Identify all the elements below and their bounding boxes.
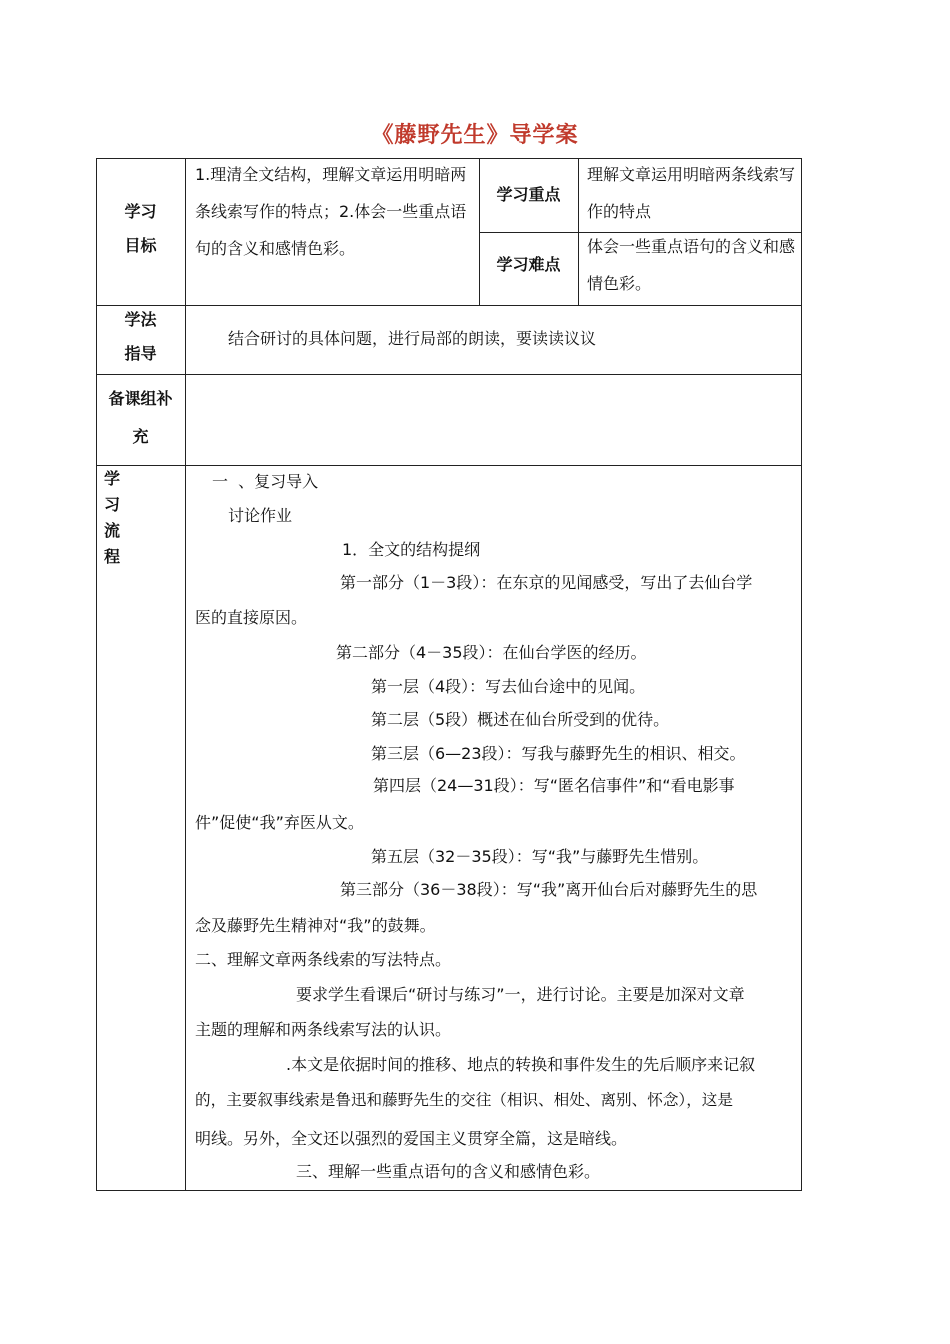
process-line: 一 、复习导入 [212,472,319,491]
process-line: 主题的理解和两条线索写法的认识。 [195,1020,452,1039]
column-divider [578,158,579,305]
difficult-point-text: 体会一些重点语句的含义和感情色彩。 [587,237,796,293]
document-title: 《藤野先生》导学案 [371,123,579,148]
process-line: 第二部分（4－35段）：在仙台学医的经历。 [336,643,647,662]
process-line: 第三层（6—23段）：写我与藤野先生的相识、相交。 [371,744,746,763]
process-line: 医的直接原因。 [195,608,308,627]
process-line: 第二层（5段）概述在仙台所受到的优待。 [371,710,670,729]
process-line: 第一层（4段）：写去仙台途中的见闻。 [371,677,646,696]
key-point-label: 学习重点 [496,185,561,204]
process-line: 二、理解文章两条线索的写法特点。 [195,950,452,969]
process-line: 三、理解一些重点语句的含义和感情色彩。 [296,1162,601,1181]
process-line: 念及藤野先生精神对“我”的鼓舞。 [195,916,436,935]
process-line: 明线。另外，全文还以强烈的爱国主义贯穿全篇，这是暗线。 [195,1129,628,1148]
process-line: 第三部分（36－38段）：写“我”离开仙台后对藤野先生的思 [340,880,758,899]
method-label: 学法 指导 [124,310,157,363]
process-line: 第一部分（1－3段）：在东京的见闻感受，写出了去仙台学 [340,573,753,592]
objectives-text: 1.理清全文结构，理解文章运用明暗两条线索写作的特点；2.体会一些重点语句的含义和感情色彩。 [195,165,467,258]
process-line: 1．全文的结构提纲 [342,540,481,559]
supplement-content [186,375,801,465]
process-line: 件”促使“我”弃医从文。 [195,813,364,832]
process-line: 的，主要叙事线索是鲁迅和藤野先生的交往（相识、相处、离别、怀念），这是 [195,1091,733,1109]
key-point-text: 理解文章运用明暗两条线索写作的特点 [587,165,796,221]
process-line: 讨论作业 [228,506,293,525]
process-line: .本文是依据时间的推移、地点的转换和事件发生的先后顺序来记叙 [286,1055,756,1074]
process-line: 第四层（24—31段）：写“匿名信事件”和“看电影事 [373,776,735,795]
process-label: 学 习 流 程 [103,469,120,566]
supplement-label: 备课组补 充 [108,389,173,446]
row-divider [96,305,802,306]
row-divider [96,465,802,466]
method-text: 结合研讨的具体问题，进行局部的朗读，要读读议议 [228,329,597,348]
difficult-point-label: 学习难点 [496,255,561,274]
process-line: 要求学生看课后“研讨与练习”一，进行讨论。主要是加深对文章 [296,985,745,1004]
column-divider [185,158,186,1191]
objectives-label: 学习 目标 [124,202,157,255]
process-line: 第五层（32－35段）：写“我”与藤野先生惜别。 [371,847,709,866]
